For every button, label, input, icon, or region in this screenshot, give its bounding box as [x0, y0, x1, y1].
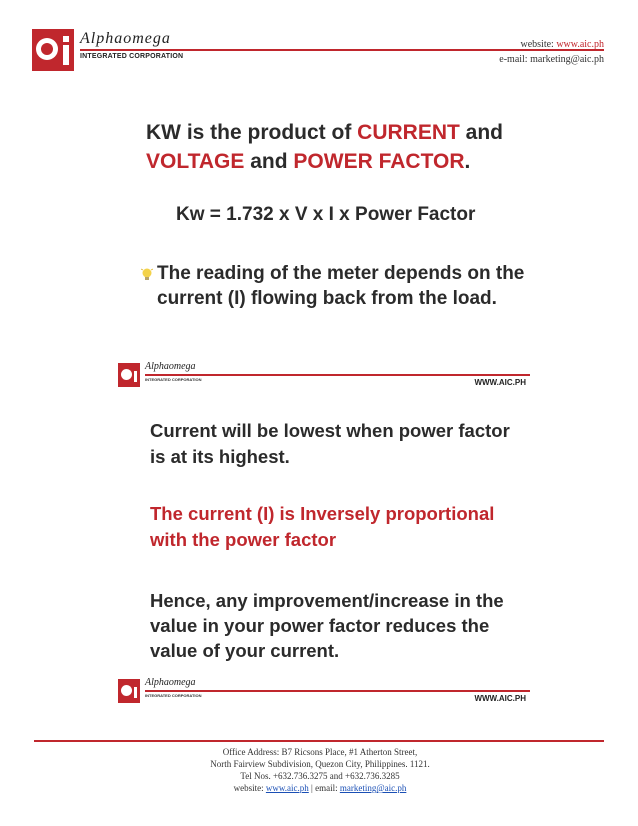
footer-address: [170, 746, 470, 794]
band-company-sub: INTEGRATED CORPORATION: [145, 377, 202, 382]
heading-voltage: VOLTAGE: [146, 150, 245, 173]
band-url: WWW.AIC.PH: [474, 694, 526, 703]
email-text[interactable]: marketing@aic.ph: [530, 54, 604, 65]
email-label: e-mail:: [499, 54, 531, 65]
inversely-proportional-text: The current (I) is Inversely proportional with the power factor: [150, 503, 495, 550]
slide1-heading: [146, 118, 526, 176]
band-divider: [145, 374, 530, 376]
website-label: website:: [520, 39, 557, 50]
header-contact: [499, 37, 604, 67]
footer-website-link[interactable]: www.aic.ph: [265, 783, 309, 793]
band-company-name: Alphaomega: [145, 361, 196, 372]
heading-power-factor: POWER FACTOR: [293, 150, 465, 173]
band-logo: [118, 363, 140, 387]
footer-website-label: website:: [233, 783, 266, 793]
slide-footer-band: [118, 363, 530, 393]
footer-line: Office Address: B7 Ricsons Place, #1 Atherton Street,: [222, 747, 418, 757]
footer-line: Tel Nos. +632.736.3275 and +632.736.3285: [240, 771, 400, 781]
band-company-name: Alphaomega: [145, 677, 196, 688]
current-lowest-text: Current will be lowest when power factor is at its highest.: [150, 420, 510, 467]
heading-text: KW is the product of: [146, 121, 358, 144]
heading-text: and: [244, 150, 294, 173]
lightbulb-icon: [141, 268, 153, 282]
website-link[interactable]: www.aic.ph: [556, 39, 604, 50]
band-company-sub: INTEGRATED CORPORATION: [145, 693, 202, 698]
footer-email-label: | email:: [308, 783, 340, 793]
heading-text: and: [459, 121, 503, 144]
kw-formula: Kw = 1.732 x V x I x Power Factor: [176, 204, 476, 225]
footer-line: North Fairview Subdivision, Quezon City, Philippines. 1121.: [210, 759, 430, 769]
heading-text: .: [464, 150, 471, 173]
company-subtitle: INTEGRATED CORPORATION: [80, 53, 184, 60]
band-logo: [118, 679, 140, 703]
company-logo: [32, 29, 74, 71]
heading-current: CURRENT: [357, 121, 460, 144]
improvement-text: Hence, any improvement/increase in the value in your power factor reduces the value of your current.: [150, 590, 504, 661]
company-name: Alphaomega: [80, 30, 171, 47]
footer-divider: [34, 740, 604, 742]
meter-reading-bullet: The reading of the meter depends on the current (I) flowing back from the load.: [157, 263, 525, 309]
slide-footer-band: [118, 679, 530, 709]
band-divider: [145, 690, 530, 692]
band-url: WWW.AIC.PH: [474, 378, 526, 387]
footer-email-link[interactable]: marketing@aic.ph: [339, 783, 407, 793]
